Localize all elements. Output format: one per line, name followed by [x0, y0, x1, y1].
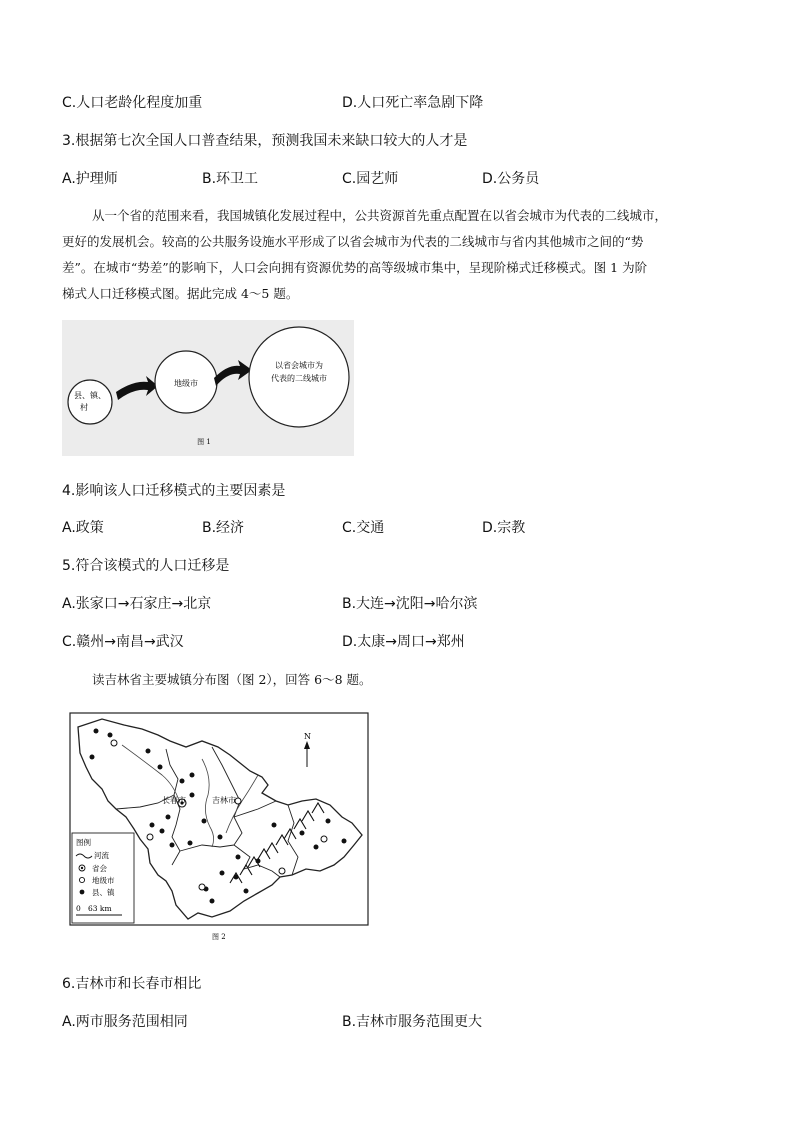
legend-county-label: 县、镇 — [92, 888, 115, 897]
legend-capital-label: 省会 — [92, 864, 107, 873]
option-c: C.人口老龄化程度加重 — [62, 95, 203, 111]
figure-caption: 图 1 — [197, 438, 211, 446]
node-prefecture-label: 地级市 — [174, 379, 198, 388]
county-legend-icon — [80, 890, 85, 895]
capital-legend-icon-center — [81, 867, 83, 869]
scale-zero: 0 — [76, 904, 81, 913]
jilin-map — [62, 705, 374, 945]
option-c: C.赣州→南昌→武汉 — [62, 634, 184, 650]
passage-line: 更好的发展机会。较高的公共服务设施水平形成了以省会城市为代表的二线城市与省内其他城市之间的“势 — [62, 234, 644, 249]
migration-diagram — [62, 320, 354, 456]
passage-line: 读吉林省主要城镇分布图（图 2），回答 6～8 题。 — [92, 672, 372, 687]
option-b: B.经济 — [202, 520, 245, 536]
question-stem: 4.影响该人口迁移模式的主要因素是 — [62, 483, 286, 499]
node-county-label: 村 — [80, 403, 88, 412]
city-label-changchun: 长春市 — [162, 796, 186, 805]
question-stem: 6.吉林市和长春市相比 — [62, 976, 202, 992]
option-d: D.太康→周口→郑州 — [342, 634, 465, 650]
option-a: A.政策 — [62, 520, 104, 536]
option-c: C.交通 — [342, 520, 385, 536]
option-d: D.公务员 — [482, 171, 540, 187]
legend-river-label: 河流 — [94, 851, 109, 860]
passage-line: 从一个省的范围来看，我国城镇化发展过程中，公共资源首先重点配置在以省会城市为代表的二线城市， — [92, 208, 668, 223]
option-b: B.环卫工 — [202, 171, 259, 187]
question-stem: 3.根据第七次全国人口普查结果，预测我国未来缺口较大的人才是 — [62, 133, 468, 149]
legend-prefecture-label: 地级市 — [92, 876, 115, 885]
node-provincial-capital-label: 代表的二线城市 — [271, 374, 327, 383]
option-d: D.宗教 — [482, 520, 526, 536]
city-label-jilin: 吉林市 — [212, 796, 236, 805]
option-a: A.护理师 — [62, 171, 118, 187]
option-a: A.张家口→石家庄→北京 — [62, 596, 212, 612]
prefecture-legend-icon — [79, 877, 84, 882]
node-county — [68, 380, 112, 424]
figure-caption: 图 2 — [212, 933, 226, 941]
passage-line: 梯式人口迁移模式图。据此完成 4～5 题。 — [62, 286, 299, 301]
option-a: A.两市服务范围相同 — [62, 1014, 188, 1030]
passage-line: 差”。在城市“势差”的影响下，人口会向拥有资源优势的高等级城市集中，呈现阶梯式迁移模式。图 1 为阶 — [62, 260, 648, 275]
node-county-label: 县、镇、 — [74, 391, 106, 400]
option-c: C.园艺师 — [342, 171, 399, 187]
node-provincial-capital-label: 以省会城市为 — [275, 361, 323, 370]
legend-title: 图例 — [76, 838, 91, 847]
question-stem: 5.符合该模式的人口迁移是 — [62, 558, 230, 574]
option-d: D.人口死亡率急剧下降 — [342, 95, 484, 111]
north-label: N — [304, 732, 311, 741]
option-b: B.大连→沈阳→哈尔滨 — [342, 596, 478, 612]
scale-km: 63 km — [88, 904, 112, 913]
option-b: B.吉林市服务范围更大 — [342, 1014, 483, 1030]
